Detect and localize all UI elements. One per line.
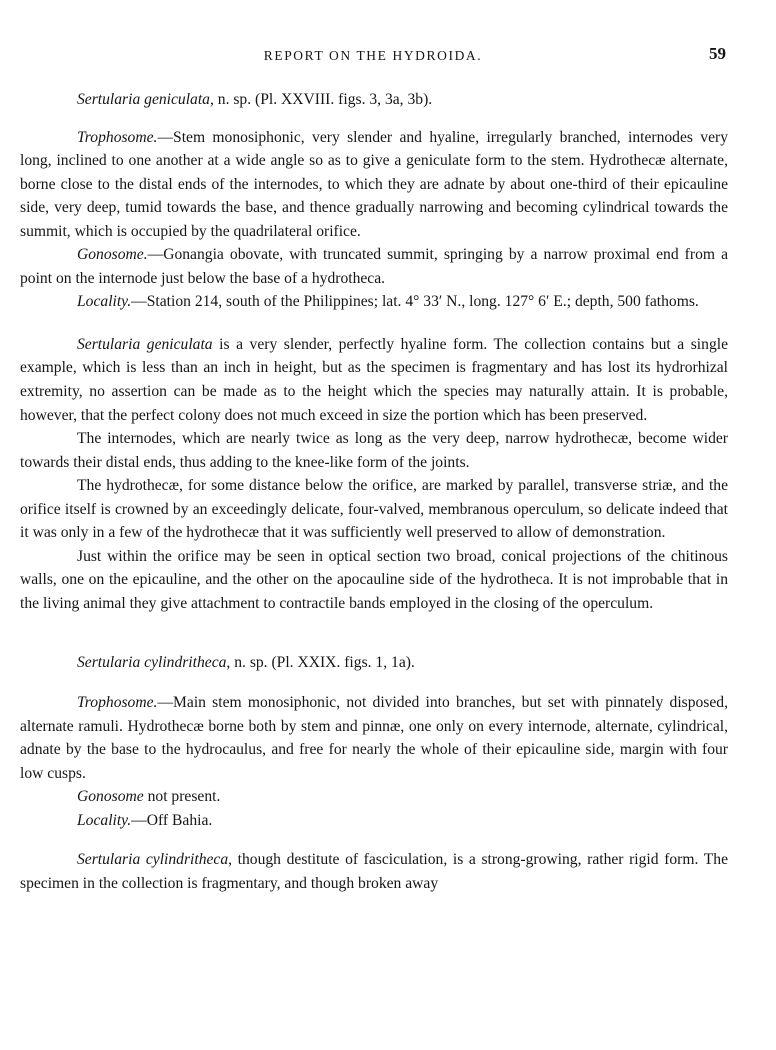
discussion-paragraph: [20, 333, 728, 427]
discussion-paragraph: The internodes, which are nearly twice as long as the very deep, narrow hydrothecæ, become wider towards their distal ends, thus adding to the knee-like form of the joints.: [20, 430, 728, 471]
locality-paragraph: [20, 809, 728, 833]
species-name-reference: Sertularia cylindritheca: [77, 851, 229, 869]
locality-text: —Off Bahia.: [131, 811, 213, 829]
gonosome-paragraph: [20, 243, 728, 290]
gonosome-label: Gonosome: [77, 788, 144, 806]
species-name: Sertularia geniculata: [77, 91, 210, 108]
locality-label: Locality.: [77, 293, 132, 311]
trophosome-label: Trophosome.: [77, 128, 158, 146]
locality-text: —Station 214, south of the Philippines; lat. 4° 33′ N., long. 127° 6′ E.; depth, 500 fathoms.: [131, 293, 699, 311]
species-name: Sertularia cylindritheca: [77, 654, 227, 672]
species-heading-rest: , n. sp. (Pl. XXVIII. figs. 3, 3a, 3b).: [209, 91, 433, 108]
gonosome-label: Gonosome.: [77, 246, 148, 264]
locality-paragraph: [20, 290, 728, 314]
running-head: [20, 44, 726, 68]
discussion-paragraph: [20, 848, 728, 895]
locality-label: Locality.: [77, 811, 132, 829]
trophosome-text: —Main stem monosiphonic, not divided into branches, but set with pinnately disposed, alternate ramuli. Hydrothecæ borne both by stem and pinnæ, one only on every internode, alternate, cylindrical, adnate by the base to the hydrocaulus, and free for nearly the whole of their epicauline side, margin with four low cusps.: [20, 694, 728, 782]
species-name-reference: Sertularia geniculata: [77, 335, 213, 353]
species-heading-geniculata: [20, 88, 728, 112]
gonosome-text: not present.: [143, 788, 221, 806]
gonosome-text: —Gonangia obovate, with truncated summit, springing by a narrow proximal end from a point on the internode just below the base of a hydrotheca.: [20, 246, 728, 287]
species-heading-cylindritheca: [20, 651, 728, 675]
trophosome-label: Trophosome.: [77, 694, 158, 712]
gonosome-paragraph: [20, 785, 728, 809]
discussion-text: , though destitute of fasciculation, is a strong-growing, rather rigid form. The specimen in the collection is fragmentary, and though broken away: [20, 851, 728, 892]
running-head-title: REPORT ON THE HYDROIDA.: [263, 48, 483, 63]
trophosome-text: —Stem monosiphonic, very slender and hyaline, irregularly branched, internodes very long, inclined to one another at a wide angle so as to give a geniculate form to the stem. Hydrothecæ alternate, borne close to the distal ends of the internodes, to which they are adnate by about one-third of their epicauline side, very deep, tumid towards the base, and thence gradually narrowing and becoming cylindrical towards the summit, which is occupied by the quadrilateral orifice.: [20, 128, 728, 240]
discussion-paragraph: Just within the orifice may be seen in optical section two broad, conical projections of the chitinous walls, one on the epicauline, and the other on the apocauline side of the hydrotheca. It is not improbable that in the living animal they give attachment to contractile bands employed in the closing of the operculum.: [20, 547, 728, 612]
discussion-text: is a very slender, perfectly hyaline form. The collection contains but a single example, which is less than an inch in height, but as the specimen is fragmentary and has lost its hydrorhizal extremity, no assertion can be made as to the height which the species may naturally attain. It is probable, however, that the perfect colony does not much exceed in size the portion which has been preserved.: [20, 335, 728, 424]
species-heading-rest: , n. sp. (Pl. XXIX. figs. 1, 1a).: [226, 654, 415, 672]
trophosome-paragraph: [20, 691, 728, 785]
trophosome-paragraph: [20, 126, 728, 244]
page-number: 59: [709, 44, 726, 63]
discussion-paragraph: The hydrothecæ, for some distance below the orifice, are marked by parallel, transverse striæ, and the orifice itself is crowned by an exceedingly delicate, four-valved, membranous operculum, so delicate indeed that it was only in a few of the hydrothecæ that it was sufficiently well preserved to allow of demonstration.: [20, 477, 728, 542]
body-text: [20, 88, 728, 895]
